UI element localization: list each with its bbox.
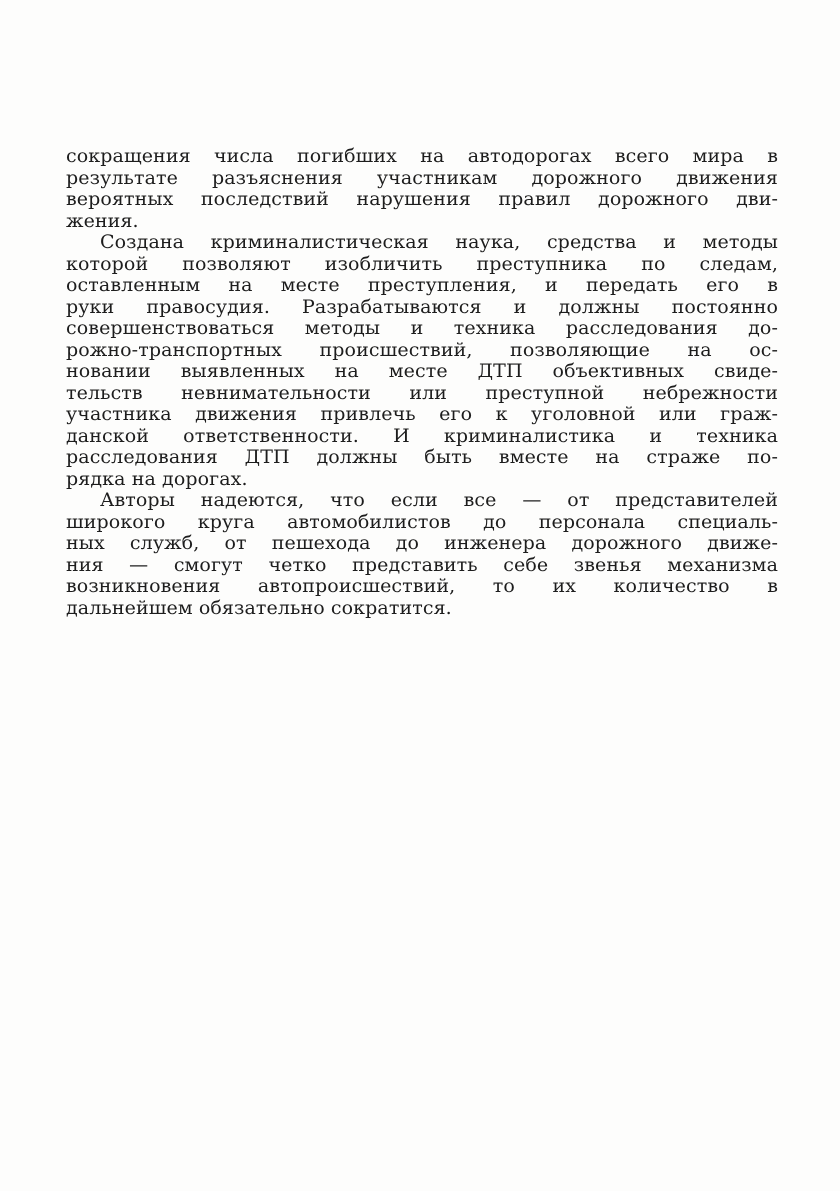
paragraph-1 [66, 146, 778, 232]
text-line: возникновения автопроисшествий, то их количество в [66, 575, 778, 597]
text-line: Авторы надеются, что если все — от представителей [100, 489, 778, 511]
text-line: рядка на дорогах. [66, 467, 248, 490]
text-line: жения. [66, 209, 139, 232]
text-line: вероятных последствий нарушения правил дорожного дви- [66, 188, 778, 210]
text-line: руки правосудия. Разрабатываются и должны постоянно [66, 295, 778, 318]
text-line: расследования ДТП должны быть вместе на страже по- [66, 446, 778, 468]
text-line: Создана криминалистическая наука, средства и методы [100, 231, 778, 253]
text-line: совершенствоваться методы и техника расследования до- [66, 317, 778, 339]
text-line: новании выявленных на месте ДТП объективных свиде- [66, 360, 778, 382]
text-line: участника движения привлечь его к уголовной или граж- [66, 403, 778, 425]
text-line: ния — смогут четко представить себе звенья механизма [66, 553, 778, 576]
text-line: рожно-транспортных происшествий, позволяющие на ос- [66, 338, 778, 361]
text-line: дальнейшем обязательно сократится. [66, 596, 452, 619]
paragraph-2 [66, 232, 778, 490]
paragraph-3 [66, 490, 778, 619]
text-line: которой позволяют изобличить преступника по следам, [66, 252, 778, 275]
text-line: результате разъяснения участникам дорожного движения [66, 166, 778, 189]
text-line: ных служб, от пешехода до инженера дорожного движе- [66, 532, 778, 554]
text-line: оставленным на месте преступления, и передать его в [66, 274, 778, 296]
text-line: широкого круга автомобилистов до персонала специаль- [66, 510, 778, 533]
text-line: сокращения числа погибших на автодорогах всего мира в [66, 145, 778, 167]
text-line: данской ответственности. И криминалистика и техника [66, 424, 778, 447]
body-text [66, 146, 778, 619]
text-line: тельств невнимательности или преступной небрежности [66, 381, 778, 404]
